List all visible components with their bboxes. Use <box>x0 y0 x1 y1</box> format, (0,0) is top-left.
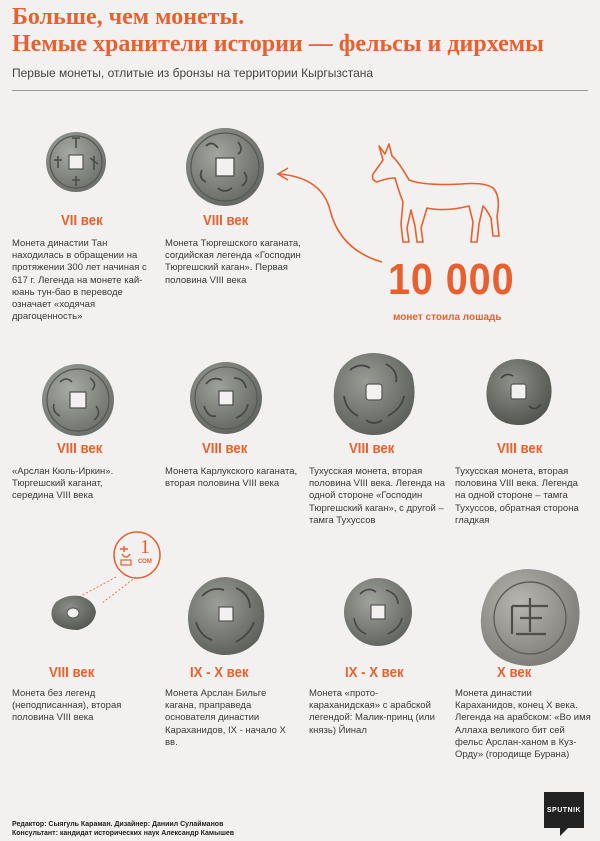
som-value: 1 <box>140 536 150 558</box>
coin-1-description: Монета династии Тан находилась в обращении на протяжении 300 лет начиная с 617 г. Легенда на монете кай-юань тун-бао в переводе означает «ходячая драгоценность» <box>12 238 147 323</box>
page-subtitle: Первые монеты, отлитые из бронзы на территории Кыргызстана <box>12 66 374 80</box>
coin-3-century: VIII век <box>57 440 103 457</box>
coin-image-turgesh <box>184 126 266 208</box>
som-label: СОМ <box>138 559 152 565</box>
coin-6-century: VIII век <box>497 440 543 457</box>
header-divider <box>12 90 588 91</box>
coin-image-proto-karakhanid <box>342 576 414 648</box>
coin-1-century: VII век <box>61 212 103 229</box>
coin-5-century: VIII век <box>349 440 395 457</box>
coin-image-arslan-bilge <box>184 574 268 658</box>
credits-line-1: Редактор: Сыягуль Караман. Дизайнер: Даниил Сулайманов <box>12 821 224 828</box>
coin-8-description: Монета Арслан Бильге кагана, праправеда основателя династии Караханидов, IX - начало X вв. <box>165 688 286 748</box>
credits <box>12 820 234 838</box>
som-coin-icon <box>112 530 162 580</box>
coin-image-tukhus-2 <box>483 356 555 428</box>
horse-price-value: 10 000 <box>388 255 515 304</box>
horse-price-caption: монет стоила лошадь <box>393 312 502 323</box>
coin-4-century: VIII век <box>202 440 248 457</box>
coin-4-description: Монета Карлукского каганата, вторая половина VIII века <box>165 466 298 490</box>
coin-image-tang <box>44 130 108 194</box>
coin-image-tukhus-1 <box>330 350 418 438</box>
coin-9-century: IX - X век <box>345 664 404 681</box>
coin-3-description: «Арслан Кюль-Иркин». Тюргешский каганат, середина VIII века <box>12 466 114 502</box>
coin-7-century: VIII век <box>49 664 95 681</box>
sputnik-logo <box>538 786 590 838</box>
title-line-1: Больше, чем монеты. <box>12 4 245 30</box>
coin-10-century: X век <box>497 664 532 681</box>
coin-8-century: IX - X век <box>190 664 249 681</box>
coin-7-description: Монета без легенд (неподписанная), вторая половина VIII века <box>12 688 122 724</box>
coin-2-century: VIII век <box>203 212 249 229</box>
coin-2-description: Монета Тюргешского каганата, согдийская легенда «Господин Тюргешский каган». Первая половина VIII века <box>165 238 301 286</box>
coin-image-arslan-kul-irkin <box>40 362 116 438</box>
sputnik-logo-text: SPUTNIK <box>546 807 582 814</box>
coin-9-description: Монета «прото-караханидская» с арабской легендой: Малик-принц (или князь) Йинал <box>309 688 435 736</box>
coin-image-unsigned <box>48 592 98 632</box>
coin-5-description: Тухусская монета, вторая половина VIII века. Легенда на одной стороне «Господин Тюргешский каган», с другой – тамга Тухуссов <box>309 466 446 526</box>
title-line-2: Немые хранители истории — фельсы и дирхемы <box>12 31 544 57</box>
coin-6-description: Тухусская монета, вторая половина VIII века. Легенда на одной стороне – тамга Тухуссов, обратная сторона гладкая <box>455 466 579 526</box>
coin-10-description: Монета династии Караханидов, конец X века. Легенда на арабском: «Во имя Аллаха великого бит сей фельс Арслан-ханом в Куз-Орду» (городище Бурана) <box>455 688 591 761</box>
coin-image-karakhanid-fels <box>476 566 584 670</box>
credits-line-2: Консультант: кандидат исторических наук Александр Камышев <box>12 830 235 837</box>
page-title <box>12 4 592 58</box>
coin-image-karluk <box>188 360 264 436</box>
